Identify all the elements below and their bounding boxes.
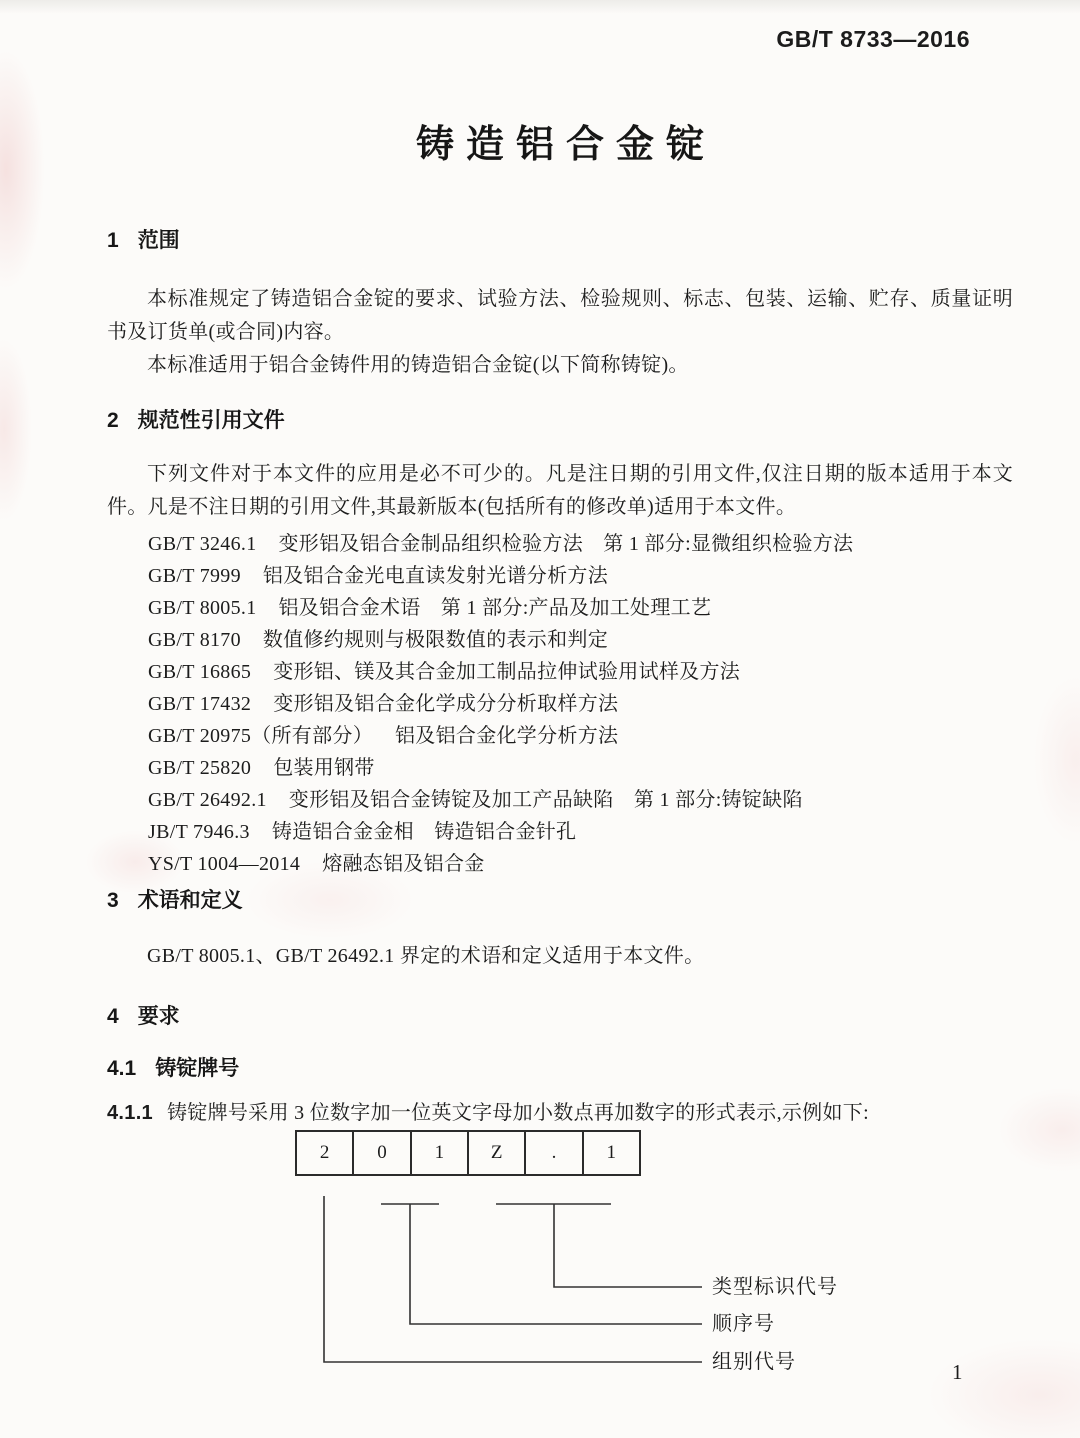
reference-code: GB/T 7999	[148, 565, 241, 587]
reference-title: 变形铝及铝合金化学成分分析取样方法	[273, 693, 619, 715]
reference-title: 铝及铝合金光电直读发射光谱分析方法	[262, 565, 609, 587]
section-title: 范围	[137, 229, 180, 252]
reference-item	[148, 656, 1013, 688]
section-title: 规范性引用文件	[137, 409, 285, 432]
sequence-number-line	[381, 1204, 702, 1324]
reference-title: 变形铝及铝合金铸锭及加工产品缺陷 第 1 部分:铸锭缺陷	[288, 789, 803, 811]
document-title: 铸造铝合金锭	[415, 124, 716, 166]
reference-code: GB/T 8170	[148, 629, 241, 651]
section-title: 要求	[137, 1005, 180, 1028]
reference-title: 铝及铝合金化学分析方法	[395, 725, 619, 747]
reference-code: GB/T 8005.1	[148, 597, 257, 619]
designation-diagram	[107, 1130, 1013, 1394]
reference-item	[148, 688, 1013, 720]
reference-item	[148, 816, 1013, 848]
designation-cell: .	[526, 1132, 583, 1174]
section-number: 3	[107, 889, 119, 912]
section-1-heading	[107, 228, 1013, 254]
reference-item	[148, 720, 1013, 752]
type-id-line	[496, 1204, 702, 1287]
sequence-number-label: 顺序号	[712, 1313, 775, 1335]
page-number: 1	[952, 1360, 963, 1384]
reference-item	[148, 784, 1013, 816]
reference-item	[148, 592, 1013, 624]
section-title: 铸锭牌号	[155, 1057, 240, 1080]
reference-title: 变形铝、镁及其合金加工制品拉伸试验用试样及方法	[273, 661, 741, 683]
standard-number: GB/T 8733—2016	[776, 26, 970, 52]
reference-title: 包装用钢带	[273, 757, 375, 779]
clause-4-1-1	[107, 1097, 1013, 1130]
reference-item	[148, 528, 1013, 560]
clause-text: 铸锭牌号采用 3 位数字加一位英文字母加小数点再加数字的形式表示,示例如下:	[166, 1102, 869, 1124]
reference-code: GB/T 16865	[148, 661, 252, 683]
reference-title: 变形铝及铝合金制品组织检验方法 第 1 部分:显微组织检验方法	[278, 533, 854, 555]
section-number: 2	[107, 409, 119, 432]
reference-title: 数值修约规则与极限数值的表示和判定	[262, 629, 609, 651]
designation-example-table	[295, 1130, 641, 1176]
reference-code: GB/T 20975（所有部分）	[148, 725, 373, 747]
group-code-line	[324, 1196, 702, 1362]
section-3-heading	[107, 888, 1013, 914]
section-4-1-heading	[107, 1056, 1013, 1082]
reference-item	[148, 848, 1013, 880]
designation-cell: Z	[469, 1132, 526, 1174]
reference-code: JB/T 7946.3	[148, 821, 250, 843]
reference-code: GB/T 26492.1	[148, 789, 267, 811]
section-number: 4	[107, 1005, 119, 1028]
designation-cell: 2	[297, 1132, 354, 1174]
reference-code: GB/T 17432	[148, 693, 252, 715]
section-4-heading	[107, 1004, 1013, 1030]
scope-paragraph-2: 本标准适用于铝合金铸件用的铸造铝合金锭(以下简称铸锭)。	[147, 354, 689, 376]
references-list	[107, 528, 1013, 880]
reference-item	[148, 624, 1013, 656]
reference-code: YS/T 1004—2014	[148, 853, 301, 875]
reference-title: 铸造铝合金金相 铸造铝合金针孔	[271, 821, 577, 843]
designation-cell: 1	[606, 1142, 617, 1163]
section-2-heading	[107, 408, 1013, 434]
designation-cell: 1	[412, 1132, 469, 1174]
reference-code: GB/T 25820	[148, 757, 252, 779]
reference-title: 熔融态铝及铝合金	[322, 853, 485, 875]
reference-item	[148, 752, 1013, 784]
references-intro: 下列文件对于本文件的应用是必不可少的。凡是注日期的引用文件,仅注日期的版本适用于本文件。凡是不注日期的引用文件,其最新版本(包括所有的修改单)适用于本文件。	[107, 463, 1013, 518]
section-title: 术语和定义	[137, 889, 243, 912]
section-number: 4.1	[107, 1057, 137, 1080]
section-number: 1	[107, 229, 119, 252]
reference-title: 铝及铝合金术语 第 1 部分:产品及加工处理工艺	[278, 597, 712, 619]
designation-cell: 0	[354, 1132, 411, 1174]
reference-code: GB/T 3246.1	[148, 533, 257, 555]
type-id-label: 类型标识代号	[712, 1276, 838, 1298]
reference-item	[148, 560, 1013, 592]
group-code-label: 组别代号	[712, 1351, 796, 1373]
clause-number: 4.1.1	[107, 1102, 153, 1124]
scope-paragraph-1: 本标准规定了铸造铝合金锭的要求、试验方法、检验规则、标志、包装、运输、贮存、质量证明书及订货单(或合同)内容。	[107, 288, 1013, 343]
terms-paragraph: GB/T 8005.1、GB/T 26492.1 界定的术语和定义适用于本文件。	[147, 945, 705, 967]
